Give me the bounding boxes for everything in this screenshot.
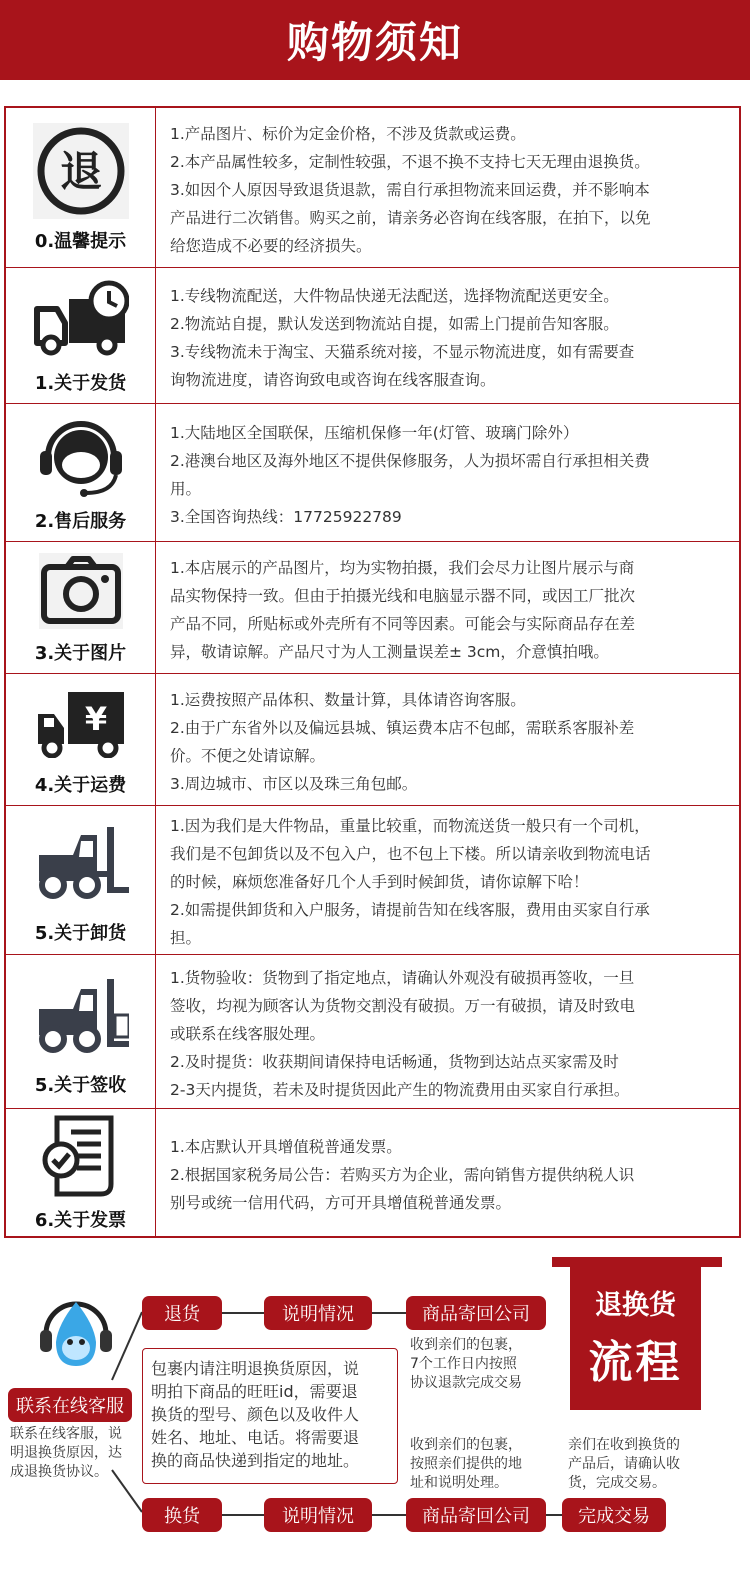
return-goods-step: 退货 bbox=[142, 1296, 222, 1330]
exchange-note: 收到亲们的包裹， 按照亲们提供的地 址和说明处理。 bbox=[410, 1437, 522, 1491]
notice-line: 1.本店默认开具增值税普通发票。 bbox=[170, 1137, 402, 1156]
notice-row-signing bbox=[6, 955, 739, 1109]
row-label: 3.关于图片 bbox=[34, 643, 127, 664]
row-label: 1.关于发货 bbox=[34, 373, 127, 394]
row-label: 4.关于运费 bbox=[34, 775, 127, 796]
notice-line: 别号或统一信用代码，方可开具增值税普通发票。 bbox=[170, 1193, 512, 1212]
notice-row-pictures bbox=[6, 542, 739, 674]
notice-row-invoice bbox=[6, 1109, 739, 1236]
notice-line: 2.如需提供卸货和入户服务，请提前告知在线客服，费用由买家自行承 bbox=[170, 901, 650, 919]
notice-line: 2.港澳台地区及海外地区不提供保修服务，人为损坏需自行承担相关费 bbox=[170, 451, 650, 470]
notice-row-unloading bbox=[6, 806, 739, 955]
flag-subtitle: 流程 bbox=[588, 1336, 683, 1388]
notice-line: 异，敬请谅解。产品尺寸为人工测量误差± 3cm，介意慎拍哦。 bbox=[170, 642, 609, 661]
return-exchange-flag bbox=[570, 1262, 701, 1410]
row-label: 0.温馨提示 bbox=[34, 230, 127, 252]
notice-line: 2.根据国家税务局公告：若购买方为企业，需向销售方提供纳税人识 bbox=[170, 1165, 635, 1184]
notice-line: 的时候，麻烦您准备好几个人手到时候卸货，请你谅解下哈！ bbox=[170, 873, 589, 891]
row-label: 5.关于卸货 bbox=[34, 923, 127, 944]
ship-back-step: 商品寄回公司 bbox=[406, 1296, 546, 1330]
notice-line: 1.产品图片、标价为定金价格，不涉及货款或运费。 bbox=[170, 124, 526, 143]
return-note: 收到亲们的包裹， 7个工作日内按照 协议退款完成交易 bbox=[410, 1337, 522, 1391]
camera-icon bbox=[33, 550, 129, 631]
shopping-notice-table bbox=[4, 106, 741, 1238]
service-note: 联系在线客服，说 明退换货原因，达 成退换货协议。 bbox=[10, 1426, 122, 1480]
notice-line: 1.运费按照产品体积、数量计算，具体请咨询客服。 bbox=[170, 690, 526, 709]
exchange-goods-step: 换货 bbox=[142, 1498, 222, 1532]
notice-line: 或联系在线客服处理。 bbox=[170, 1024, 326, 1043]
row-label: 2.售后服务 bbox=[34, 511, 127, 532]
row-label: 5.关于签收 bbox=[34, 1074, 127, 1096]
notice-line: 1.本店展示的产品图片，均为实物拍摄，我们会尽力让图片展示与商 bbox=[170, 558, 635, 577]
notice-line: 签收，均视为顾客认为货物交割没有破损。万一有破损，请及时致电 bbox=[170, 996, 636, 1015]
notice-line: 2-3天内提货，若未及时提货因此产生的物流费用由买家自行承担。 bbox=[170, 1080, 630, 1099]
notice-row-freight bbox=[6, 674, 739, 806]
notice-line: 产品进行二次销售。购买之前，请亲务必咨询在线客服，在拍下，以免 bbox=[170, 208, 651, 227]
svg-text:退: 退 bbox=[59, 146, 102, 196]
notice-line: 品实物保持一致。但由于拍摄光线和电脑显示器不同，或因工厂批次 bbox=[170, 586, 636, 605]
notice-line: 用。 bbox=[170, 479, 202, 498]
notice-line: 1.因为我们是大件物品，重量比较重，而物流送货一般只有一个司机， bbox=[170, 817, 650, 835]
notice-line: 3.如因个人原因导致退货退款，需自行承担物流来回运费，并不影响本 bbox=[170, 180, 650, 199]
notice-row-shipping bbox=[6, 268, 739, 404]
notice-line: 2.由于广东省外以及偏远县城、镇运费本店不包邮，需联系客服补差 bbox=[170, 718, 635, 737]
flow-arrow bbox=[372, 1312, 406, 1314]
notice-line: 产品不同，所贴标或外壳所有不同等因素。可能会与实际商品存在差 bbox=[170, 614, 636, 633]
notice-line: 3.周边城市、市区以及珠三角包邮。 bbox=[170, 774, 418, 793]
header-banner bbox=[0, 0, 750, 80]
return-refund-icon bbox=[33, 123, 129, 219]
flow-arrow bbox=[222, 1514, 264, 1516]
flow-arrow bbox=[546, 1514, 562, 1516]
notice-line: 价。不便之处请谅解。 bbox=[170, 746, 326, 765]
notice-line: 我们是不包卸货以及不包入户，也不包上下楼。所以请亲收到物流电话 bbox=[170, 845, 651, 863]
notice-line: 1.货物验收：货物到了指定地点，请确认外观没有破损再签收，一旦 bbox=[170, 968, 635, 987]
ship-back-step: 商品寄回公司 bbox=[406, 1498, 546, 1532]
notice-row-after-sales bbox=[6, 404, 739, 542]
complete-transaction-step: 完成交易 bbox=[562, 1498, 666, 1532]
notice-line: 2.及时提货：收获期间请保持电话畅通，货物到达站点买家需及时 bbox=[170, 1052, 619, 1071]
explain-situation-step: 说明情况 bbox=[264, 1498, 372, 1532]
notice-line: 2.物流站自提，默认发送到物流站自提，如需上门提前告知客服。 bbox=[170, 314, 619, 333]
explain-situation-step: 说明情况 bbox=[264, 1296, 372, 1330]
notice-line: 3.专线物流未于淘宝、天猫系统对接，不显示物流进度，如有需要查 bbox=[170, 342, 635, 361]
notice-line: 2.本产品属性较多，定制性较强，不退不换不支持七天无理由退换货。 bbox=[170, 152, 650, 171]
notice-line: 1.专线物流配送，大件物品快递无法配送，选择物流配送更安全。 bbox=[170, 286, 619, 305]
row-label: 6.关于发票 bbox=[34, 1209, 127, 1231]
customer-service-headset-icon bbox=[33, 412, 129, 499]
package-instructions-box: 包裹内请注明退换货原因，说 明拍下商品的旺旺id，需要退 换货的型号、颜色以及收件人 姓名、地址、电话。将需要退 换的商品快递到指定的地址。 bbox=[142, 1348, 398, 1484]
flow-arrow bbox=[372, 1514, 406, 1516]
notice-line: 询物流进度，请咨询致电或咨询在线客服查询。 bbox=[170, 370, 496, 389]
svg-text:¥: ¥ bbox=[84, 699, 107, 738]
delivery-truck-clock-icon bbox=[33, 276, 129, 361]
notice-row-tips bbox=[6, 108, 739, 268]
notice-line: 3.全国咨询热线：17725922789 bbox=[170, 507, 402, 526]
notice-line: 给您造成不必要的经济损失。 bbox=[170, 236, 372, 255]
forklift-cargo-icon bbox=[33, 967, 129, 1063]
invoice-check-icon bbox=[33, 1114, 129, 1198]
flag-title: 退换货 bbox=[595, 1289, 676, 1321]
contact-service-button[interactable]: 联系在线客服 bbox=[8, 1388, 132, 1422]
final-note: 亲们在收到换货的 产品后，请确认收 货，完成交易。 bbox=[568, 1437, 680, 1491]
page-title: 购物须知 bbox=[286, 18, 463, 67]
notice-line: 担。 bbox=[170, 929, 202, 947]
freight-truck-yen-icon bbox=[33, 682, 129, 763]
forklift-icon bbox=[33, 815, 129, 911]
notice-line: 1.大陆地区全国联保，压缩机保修一年(灯管、玻璃门除外） bbox=[170, 423, 579, 442]
flow-arrow bbox=[222, 1312, 264, 1314]
